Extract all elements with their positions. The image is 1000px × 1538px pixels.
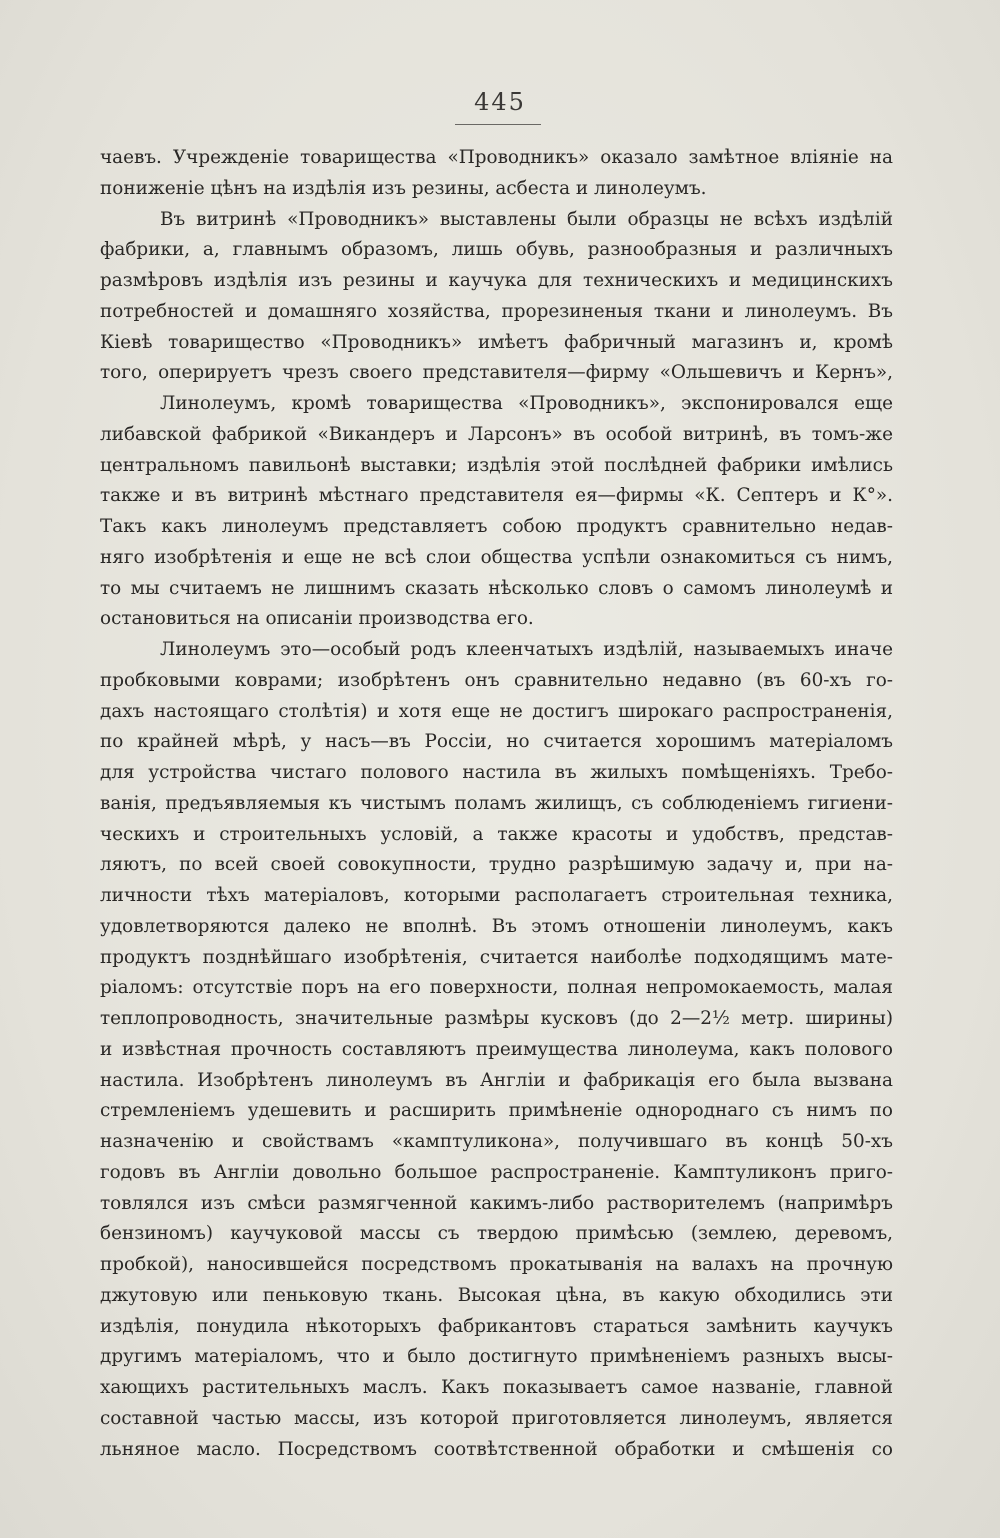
paragraph-start-line: Линолеумъ это—особый родъ клеенчатыхъ издѣлій, называемыхъ иначе (160, 639, 893, 660)
text-line: и извѣстная прочность составляютъ преимущества линолеума, какъ полового (100, 1038, 893, 1060)
text-line: пробковыми коврами; изобрѣтенъ онъ сравнительно недавно (въ 60-хъ го- (100, 669, 893, 691)
text-line: назначенію и свойствамъ «камптуликона», получившаго въ концѣ 50-хъ (100, 1131, 893, 1152)
text-line: пробкой), наносившейся посредствомъ прокатыванія на валахъ на прочную (100, 1254, 893, 1275)
text-line: для устройства чистаго полового настила въ жилыхъ помѣщеніяхъ. Требо- (100, 762, 893, 783)
text-line: либавской фабрикой «Викандеръ и Ларсонъ» въ особой витринѣ, въ томъ-же (100, 423, 893, 445)
text-line: составной частью массы, изъ которой приготовляется линолеумъ, является (100, 1407, 893, 1429)
text-line: по крайней мѣрѣ, у насъ—въ Россіи, но считается хорошимъ матеріаломъ (100, 731, 893, 753)
text-line: дахъ настоящаго столѣтія) и хотя еще не достигъ широкаго распространенія, (100, 700, 893, 722)
text-line: размѣровъ издѣлія изъ резины и каучука для техническихъ и медицинскихъ (100, 270, 893, 291)
text-line: хающихъ растительныхъ маслъ. Какъ показываетъ самое названіе, главной (100, 1377, 893, 1398)
text-line: бензиномъ) каучуковой массы съ твердою примѣсью (землею, деревомъ, (100, 1223, 893, 1245)
text-line: ріаломъ: отсутствіе поръ на его поверхности, полная непромокаемость, малая (100, 977, 893, 999)
text-line: годовъ въ Англіи довольно большое распространеніе. Камптуликонъ приго- (100, 1161, 893, 1183)
text-line: пониженіе цѣнъ на издѣлія изъ резины, асбеста и линолеумъ. (100, 177, 707, 199)
text-line: того, оперируетъ чрезъ своего представителя—фирму «Ольшевичъ и Кернъ», (100, 362, 893, 384)
text-line: джутовую или пеньковую ткань. Высокая цѣна, въ какую обходились эти (100, 1284, 893, 1306)
text-line: фабрики, а, главнымъ образомъ, лишь обувь, разнообразныя и различныхъ (100, 239, 893, 261)
text-line: товлялся изъ смѣси размягченной какимъ-либо растворителемъ (напримѣръ (100, 1192, 893, 1214)
text-line: центральномъ павильонѣ выставки; издѣлія этой послѣдней фабрики имѣлись (100, 454, 893, 476)
text-line: остановиться на описаніи производства его. (100, 608, 534, 630)
text-line: личности тѣхъ матеріаловъ, которыми располагаетъ строительная техника, (100, 885, 893, 906)
text-line: продуктъ позднѣйшаго изобрѣтенія, считается наиболѣе подходящимъ мате- (100, 946, 893, 968)
paragraph-start-line: Въ витринѣ «Проводникъ» выставлены были образцы не всѣхъ издѣлій (160, 208, 893, 230)
text-line: няго изобрѣтенія и еще не всѣ слои общества успѣли ознакомиться съ нимъ, (100, 546, 893, 568)
paragraph-start-line: Линолеумъ, кромѣ товарищества «Проводникъ», экспонировался еще (160, 393, 893, 414)
body-text (100, 143, 893, 1465)
text-line: Такъ какъ линолеумъ представляетъ собою продуктъ сравнительно недав- (100, 516, 893, 537)
text-line: издѣлія, понудила нѣкоторыхъ фабрикантовъ стараться замѣнить каучукъ (100, 1315, 893, 1337)
text-line: также и въ витринѣ мѣстнаго представителя ея—фирмы «К. Септеръ и К°». (100, 485, 893, 507)
text-line: Кіевѣ товарищество «Проводникъ» имѣетъ фабричный магазинъ и, кромѣ (100, 331, 893, 353)
text-line: теплопроводность, значительные размѣры кусковъ (до 2—2½ метр. ширины) (100, 1008, 893, 1029)
text-line: потребностей и домашняго хозяйства, прорезиненыя ткани и линолеумъ. Въ (100, 300, 893, 322)
text-line: то мы считаемъ не лишнимъ сказать нѣсколько словъ о самомъ линолеумѣ и (100, 577, 893, 599)
text-line: чаевъ. Учрежденіе товарищества «Проводникъ» оказало замѣтное вліяніе на (100, 147, 893, 168)
page-number: 445 (474, 88, 526, 116)
text-line: удовлетворяются далеко не вполнѣ. Въ этомъ отношеніи линолеумъ, какъ (100, 915, 893, 937)
text-line: другимъ матеріаломъ, что и было достигнуто примѣненіемъ разныхъ высы- (100, 1346, 893, 1368)
text-line: льняное масло. Посредствомъ соотвѣтственной обработки и смѣшенія со (100, 1438, 893, 1460)
text-line: стремленіемъ удешевить и расширить примѣненіе однороднаго съ нимъ по (100, 1100, 893, 1122)
text-line: ляютъ, по всей своей совокупности, трудно разрѣшимую задачу и, при на- (100, 854, 893, 876)
text-line: настила. Изобрѣтенъ линолеумъ въ Англіи и фабрикація его была вызвана (100, 1069, 893, 1091)
text-line: ванія, предъявляемыя къ чистымъ поламъ жилищъ, съ соблюденіемъ гигиени- (100, 792, 893, 814)
text-line: ческихъ и строительныхъ условій, а также красоты и удобствъ, представ- (100, 823, 893, 845)
header-rule (455, 124, 541, 125)
